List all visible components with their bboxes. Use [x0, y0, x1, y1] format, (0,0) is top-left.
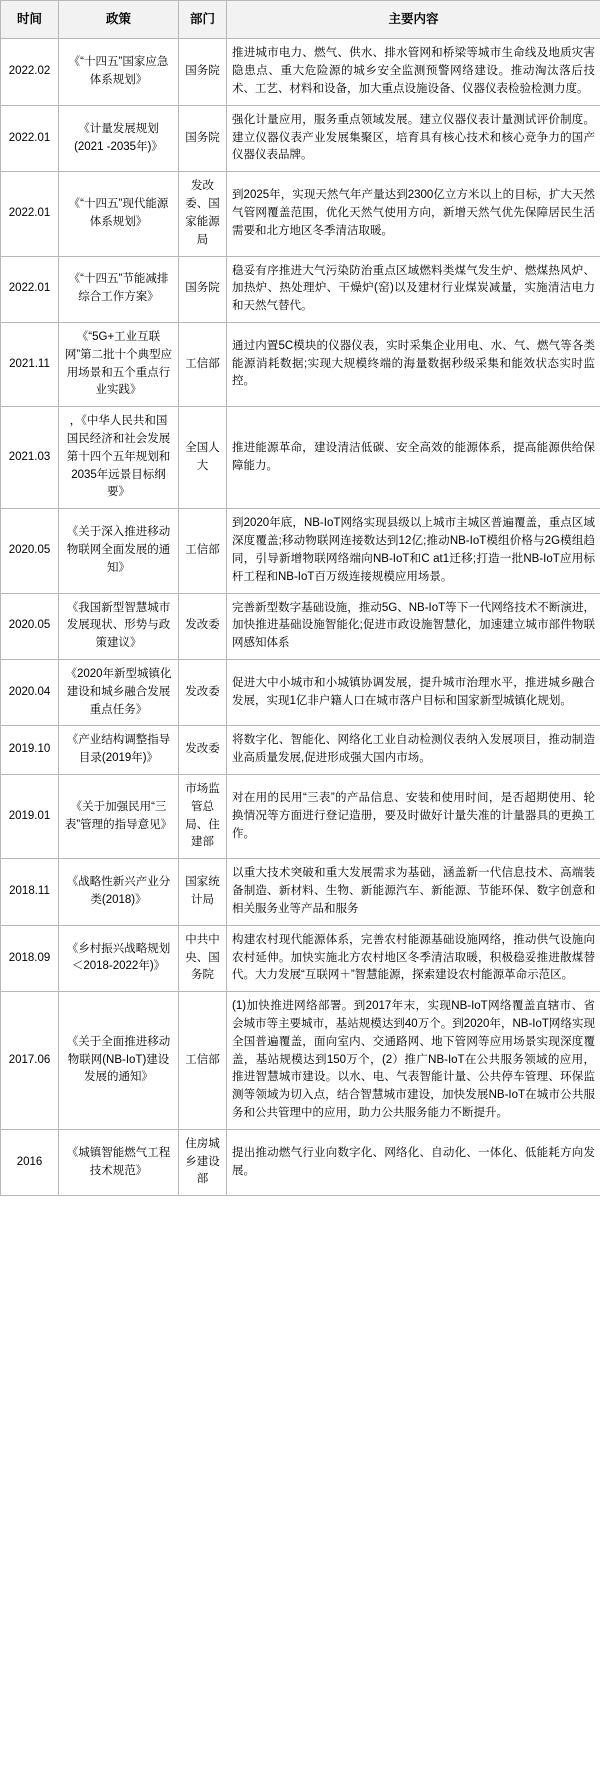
cell-time: 2018.09 [1, 925, 59, 991]
table-body [1, 39, 600, 1196]
cell-content: 促进大中小城市和小城镇协调发展，提升城市治理水平，推进城乡融合发展，实现1亿非户籍人口在城市落户目标和国家新型城镇化规划。 [227, 659, 600, 725]
cell-policy: 《“十四五”国家应急体系规划》 [59, 39, 179, 105]
cell-content: 对在用的民用“三表”的产品信息、安装和使用时间，是否超期使用、轮换情况等方面进行登记造册，要及时做好计量失准的计量器具的更换工作。 [227, 775, 600, 859]
cell-policy: 《计量发展规划(2021 -2035年)》 [59, 105, 179, 171]
cell-time: 2021.11 [1, 322, 59, 406]
cell-time: 2019.10 [1, 726, 59, 775]
cell-department: 全国人大 [179, 407, 227, 509]
cell-content: 推进城市电力、燃气、供水、排水管网和桥梁等城市生命线及地质灾害隐患点、重大危险源的城乡安全监测预警网络建设。推动淘汰落后技术、工艺、材料和设备，加大重点设施设备、仪器仪表检验检测力度。 [227, 39, 600, 105]
cell-time: 2022.02 [1, 39, 59, 105]
cell-content: 完善新型数字基础设施，推动5G、NB-IoT等下一代网络技术不断演进，加快推进基础设施智能化;促进市政设施智慧化，加速建立城市部件物联网感知体系 [227, 593, 600, 659]
cell-department: 工信部 [179, 992, 227, 1130]
cell-content: 以重大技术突破和重大发展需求为基础，涵盖新一代信息技术、高端装备制造、新材料、生物、新能源汽车、新能源、节能环保、数字创意和相关服务业等产品和服务 [227, 859, 600, 925]
cell-content: 推进能源革命，建设清洁低碳、安全高效的能源体系，提高能源供给保障能力。 [227, 407, 600, 509]
table-row [1, 859, 600, 925]
cell-time: 2020.04 [1, 659, 59, 725]
column-header-policy: 政策 [59, 1, 179, 39]
table-row [1, 775, 600, 859]
cell-department: 发改委 [179, 593, 227, 659]
cell-department: 发改委 [179, 659, 227, 725]
cell-policy: 《关于全面推进移动物联网(NB-IoT)建设发展的通知》 [59, 992, 179, 1130]
table-row [1, 407, 600, 509]
cell-policy: 《产业结构调整指导目录(2019年)》 [59, 726, 179, 775]
cell-department: 国务院 [179, 256, 227, 322]
table-row [1, 509, 600, 593]
cell-department: 发改委、国家能源局 [179, 172, 227, 256]
cell-time: 2022.01 [1, 172, 59, 256]
table-row [1, 593, 600, 659]
table-row [1, 172, 600, 256]
cell-time: 2018.11 [1, 859, 59, 925]
cell-content: 通过内置5C模块的仪器仪表，实时采集企业用电、水、气、燃气等各类能源消耗数据;实现大规模终端的海量数据秒级采集和能效状态实时监控。 [227, 322, 600, 406]
table-row [1, 105, 600, 171]
cell-policy: 《关于深入推进移动物联网全面发展的通知》 [59, 509, 179, 593]
cell-time: 2022.01 [1, 256, 59, 322]
cell-time: 2020.05 [1, 509, 59, 593]
cell-policy: 《“十四五”现代能源体系规划》 [59, 172, 179, 256]
cell-policy: 《战略性新兴产业分类(2018)》 [59, 859, 179, 925]
cell-time: 2017.06 [1, 992, 59, 1130]
table-row [1, 925, 600, 991]
cell-time: 2016 [1, 1129, 59, 1195]
table-row [1, 992, 600, 1130]
table-header-row [1, 1, 600, 39]
table-row [1, 256, 600, 322]
cell-department: 国务院 [179, 105, 227, 171]
cell-time: 2020.05 [1, 593, 59, 659]
cell-policy: 《关于加强民用“三表”管理的指导意见》 [59, 775, 179, 859]
cell-policy: 《城镇智能燃气工程技术规范》 [59, 1129, 179, 1195]
column-header-department: 部门 [179, 1, 227, 39]
cell-content: 到2020年底，NB-IoT网络实现县级以上城市主城区普遍覆盖，重点区域深度覆盖;移动物联网连接数达到12亿;推动NB-IoT模组价格与2G模组趋同，引导新增物联网络端向NB-IoT和C at1迁移;打造一批NB-IoT应用标杆工程和NB-IoT百万级连接规模应用场景。 [227, 509, 600, 593]
column-header-time: 时间 [1, 1, 59, 39]
cell-department: 发改委 [179, 726, 227, 775]
cell-department: 国务院 [179, 39, 227, 105]
table-row [1, 659, 600, 725]
cell-department: 工信部 [179, 509, 227, 593]
column-header-main-content: 主要内容 [227, 1, 600, 39]
cell-content: 强化计量应用，服务重点领域发展。建立仪器仪表计量测试评价制度。建立仪器仪表产业发展集聚区，培育具有核心技术和核心竞争力的国产仪器仪表品牌。 [227, 105, 600, 171]
table-row [1, 1129, 600, 1195]
cell-time: 2022.01 [1, 105, 59, 171]
cell-policy: 《“5G+工业互联网”第二批十个典型应用场景和五个重点行业实践》 [59, 322, 179, 406]
table-header [1, 1, 600, 39]
cell-department: 国家统计局 [179, 859, 227, 925]
cell-content: 提出推动燃气行业向数字化、网络化、自动化、一体化、低能耗方向发展。 [227, 1129, 600, 1195]
cell-content: 构建农村现代能源体系，完善农村能源基础设施网络，推动供气设施向农村延伸。加快实施北方农村地区冬季清洁取暖，积极稳妥推进散煤替代。大力发展“互联网＋”智慧能源，探索建设农村能源革命示范区。 [227, 925, 600, 991]
cell-time: 2021.03 [1, 407, 59, 509]
cell-department: 工信部 [179, 322, 227, 406]
cell-policy: ，《中华人民共和国国民经济和社会发展第十四个五年规划和2035年远景目标纲要》 [59, 407, 179, 509]
cell-content: 将数字化、智能化、网络化工业自动检测仪表纳入发展项目，推动制造业高质量发展,促进形成强大国内市场。 [227, 726, 600, 775]
cell-department: 市场监管总局、住建部 [179, 775, 227, 859]
cell-policy: 《“十四五”节能减排综合工作方案》 [59, 256, 179, 322]
cell-department: 中共中央、国务院 [179, 925, 227, 991]
cell-department: 住房城乡建设部 [179, 1129, 227, 1195]
cell-content: 稳妥有序推进大气污染防治重点区域燃料类煤气发生炉、燃煤热风炉、加热炉、热处理炉、干燥炉(窑)以及建材行业煤炭减量，实施清洁电力和天然气替代。 [227, 256, 600, 322]
table-row [1, 39, 600, 105]
cell-content: 到2025年，实现天然气年产量达到2300亿立方米以上的目标，扩大天然气管网覆盖范围，优化天然气使用方向，新增天然气优先保障居民生活需要和北方地区冬季清洁取暖。 [227, 172, 600, 256]
cell-policy: 《2020年新型城镇化建设和城乡融合发展重点任务》 [59, 659, 179, 725]
cell-time: 2019.01 [1, 775, 59, 859]
cell-content: (1)加快推进网络部署。到2017年末，实现NB-IoT网络覆盖直辖市、省会城市等主要城市，基站规模达到40万个。到2020年，NB-IoT网络实现全国普遍覆盖，面向室内、交通路网、地下管网等应用场景实现深度覆盖，基站规模达到150万个，(2）推广NB-IoT在公共服务领域的应用，推进智慧城市建设。以水、电、气表智能计量、公共停车管理、环保监测等领域为切入点，结合智慧城市建设，加快发展NB-IoT在城市公共服务和公共管理中的应用，助力公共服务能力不断提升。 [227, 992, 600, 1130]
table-row [1, 726, 600, 775]
table-row [1, 322, 600, 406]
cell-policy: 《乡村振兴战略规划＜2018-2022年)》 [59, 925, 179, 991]
cell-policy: 《我国新型智慧城市发展现状、形势与政策建议》 [59, 593, 179, 659]
